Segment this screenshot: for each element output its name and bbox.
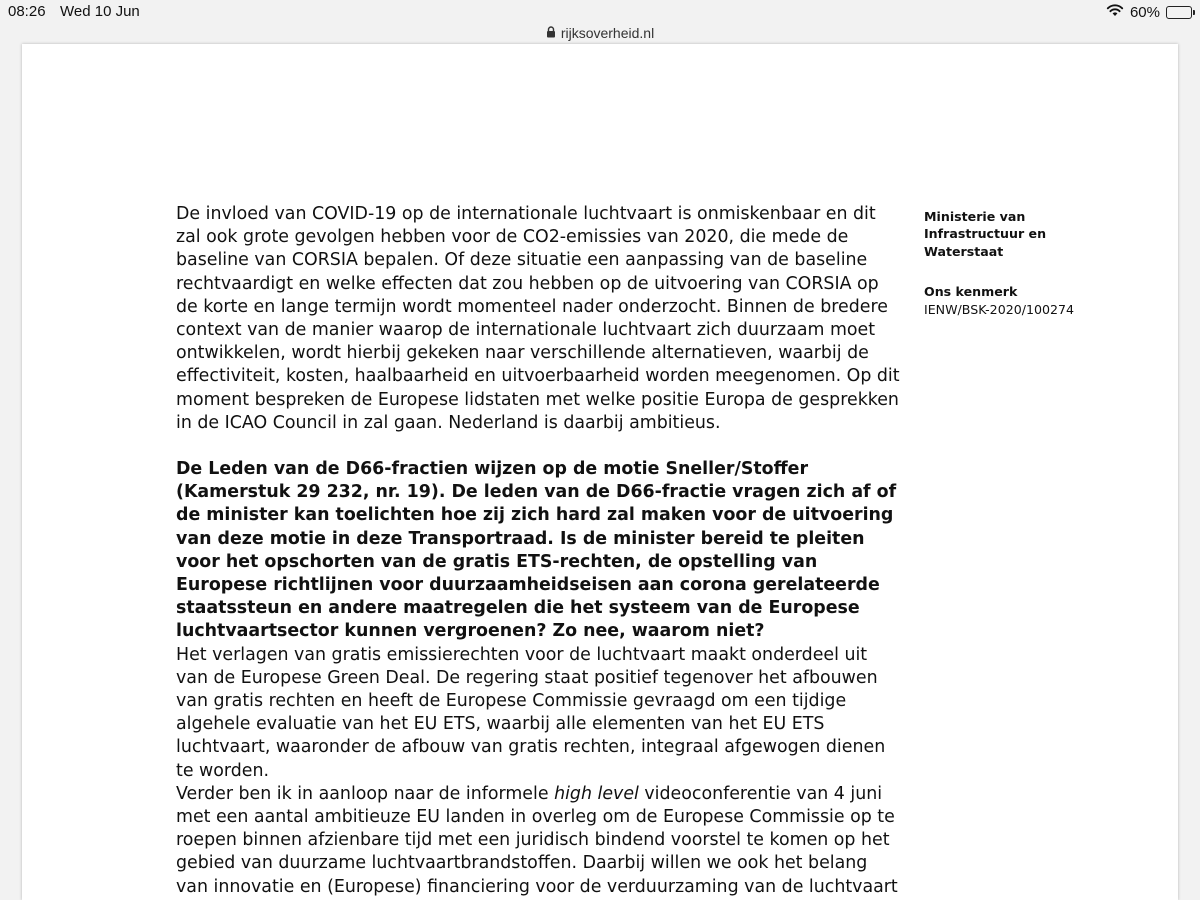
text-line: met een aantal ambitieuze EU landen in overleg om de Europese Commissie op te	[176, 807, 895, 828]
status-time: 08:26	[8, 3, 46, 20]
kenmerk-value: IENW/BSK-2020/100274	[924, 301, 1075, 317]
text-line: baseline van CORSIA bepalen. Of deze situatie een aanpassing van de baseline	[176, 250, 868, 271]
text-line: context van de manier waarop de internationale luchtvaart zich duurzaam moet	[176, 320, 876, 341]
battery-percent: 60%	[1129, 3, 1160, 21]
lock-icon	[546, 25, 556, 41]
address-bar[interactable]	[0, 22, 1200, 44]
text-line: de korte en lange termijn wordt momenteel nader onderzocht. Binnen de bredere	[176, 296, 888, 317]
text-line: zal ook grote gevolgen hebben voor de CO2-emissies van 2020, die mede de	[176, 227, 849, 248]
ministry-line-2: Infrastructuur en	[924, 226, 1047, 242]
document-page	[22, 44, 1178, 900]
ministry-name	[924, 208, 1164, 260]
text-line: De invloed van COVID-19 op de internationale luchtvaart is onmiskenbaar en dit	[176, 204, 876, 224]
url-text[interactable]: rijksoverheid.nl	[560, 25, 655, 41]
paragraph-corsia	[176, 203, 916, 435]
text-line: luchtvaart, waaronder de afbouw van gratis rechten, integraal afgewogen dienen	[176, 737, 886, 758]
text-line: gebied van duurzame luchtvaartbrandstoffen. Daarbij willen we ook het belang	[176, 853, 868, 874]
text-line: van innovatie en (Europese) financiering voor de verduurzaming van de luchtvaart	[176, 876, 898, 897]
document-sidebar	[924, 208, 1164, 318]
ministry-line-3: Waterstaat	[924, 243, 1004, 259]
text-line: van gratis rechten en heeft de Europese Commissie gevraagd om een tijdige	[176, 691, 847, 712]
text-line: van deze motie in deze Transportraad. Is de minister bereid te pleiten	[176, 528, 865, 549]
document-body	[176, 203, 916, 899]
text-line: in de ICAO Council in zal gaan. Nederland is daarbij ambitieus.	[176, 412, 721, 433]
text-line: moment bespreken de Europese lidstaten met welke positie Europa de gesprekken	[176, 389, 899, 410]
ministry-line-1: Ministerie van	[924, 209, 1026, 224]
text-line: Verder ben ik in aanloop naar de informele	[176, 783, 555, 804]
text-line: te worden.	[176, 760, 270, 781]
italic-text: high level	[554, 783, 639, 804]
paragraph-answer	[176, 644, 916, 783]
text-line: (Kamerstuk 29 232, nr. 19). De leden van de D66-fractie vragen zich af of	[176, 482, 897, 503]
text-line: van de Europese Green Deal. De regering staat positief tegenover het afbouwen	[176, 667, 878, 688]
status-bar	[0, 0, 1200, 24]
text-line: de minister kan toelichten hoe zij zich hard zal maken voor de uitvoering	[176, 505, 894, 526]
status-right	[1106, 3, 1192, 21]
paragraph-biofuels	[176, 783, 916, 899]
wifi-icon	[1106, 3, 1124, 21]
text-line: Europese richtlijnen voor duurzaamheidseisen aan corona gerelateerde	[176, 575, 880, 596]
text-line: effectiviteit, kosten, haalbaarheid en uitvoerbaarheid worden meegenomen. Op dit	[176, 366, 900, 387]
text-line: voor het opschorten van de gratis ETS-rechten, de opstelling van	[176, 551, 818, 572]
text-line: Het verlagen van gratis emissierechten voor de luchtvaart maakt onderdeel uit	[176, 644, 868, 665]
text-line: ontwikkelen, wordt hierbij gekeken naar verschillende alternatieven, waarbij de	[176, 343, 869, 364]
text-line: algehele evaluatie van het EU ETS, waarbij alle elementen van het EU ETS	[176, 714, 825, 735]
status-date: Wed 10 Jun	[60, 3, 140, 20]
text-line: roepen binnen afzienbare tijd met een juridisch bindend voorstel te komen op het	[176, 830, 890, 851]
text-line: videoconferentie van 4 juni	[638, 783, 883, 804]
text-line: luchtvaartsector kunnen vergroenen? Zo nee, waarom niet?	[176, 621, 765, 642]
text-line: De Leden van de D66-fractien wijzen op de motie Sneller/Stoffer	[176, 459, 809, 480]
text-line: staatssteun en andere maatregelen die het systeem van de Europese	[176, 598, 860, 619]
text-line: rechtvaardigt en welke effecten dat zou hebben op de uitvoering van CORSIA op	[176, 273, 879, 294]
battery-icon	[1166, 6, 1192, 19]
kenmerk-label: Ons kenmerk	[924, 284, 1018, 300]
paragraph-question	[176, 458, 916, 644]
